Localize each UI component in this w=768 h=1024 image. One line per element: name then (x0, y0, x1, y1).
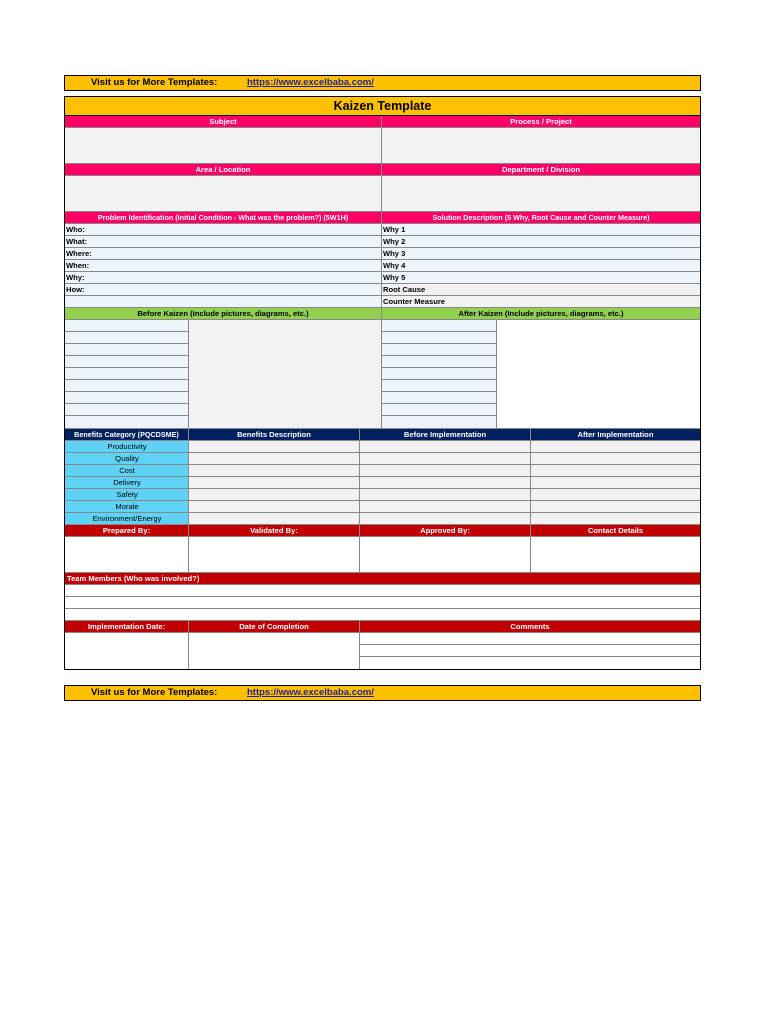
benefit-category: Environment/Energy (65, 513, 189, 525)
before-list-cell[interactable] (65, 404, 188, 416)
benefit-category: Quality (65, 453, 189, 465)
banner-link[interactable]: https://www.excelbaba.com/ (247, 687, 374, 698)
solution-row[interactable]: Why 2 (382, 236, 700, 248)
subject-header: Subject (65, 116, 382, 128)
solution-row[interactable]: Why 5 (382, 272, 700, 284)
benefit-description-cell[interactable] (189, 465, 360, 477)
benefit-description-cell[interactable] (189, 453, 360, 465)
benefits-description-header: Benefits Description (189, 429, 360, 441)
after-list-cell[interactable] (382, 404, 496, 416)
sheet-title: Kaizen Template (65, 97, 700, 116)
solution-row[interactable]: Why 1 (382, 224, 700, 236)
implementation-date-header: Implementation Date: (65, 621, 189, 633)
before-list-cell[interactable] (65, 332, 188, 344)
banner-label: Visit us for More Templates: (91, 77, 218, 88)
subject-field[interactable] (65, 128, 382, 164)
benefit-category: Safety (65, 489, 189, 501)
benefit-category: Cost (65, 465, 189, 477)
implementation-date-field[interactable] (65, 633, 189, 669)
solution-header: Solution Description (5 Why, Root Cause and Counter Measure) (382, 212, 700, 224)
benefit-description-cell[interactable] (189, 501, 360, 513)
solution-row[interactable]: Why 3 (382, 248, 700, 260)
team-member-row[interactable] (65, 597, 700, 609)
validated-by-field[interactable] (189, 537, 360, 573)
after-list-cell[interactable] (382, 344, 496, 356)
after-impl-cell[interactable] (531, 501, 700, 513)
before-impl-cell[interactable] (360, 465, 531, 477)
benefit-category: Delivery (65, 477, 189, 489)
approved-by-field[interactable] (360, 537, 531, 573)
benefits-category-header: Benefits Category (PQCDSME) (65, 429, 189, 441)
solution-row[interactable]: Why 4 (382, 260, 700, 272)
problem-row[interactable]: What: (65, 236, 381, 248)
benefit-description-cell[interactable] (189, 477, 360, 489)
after-list-cell[interactable] (382, 380, 496, 392)
before-impl-cell[interactable] (360, 513, 531, 525)
problem-header: Problem Identification (Initial Condition - What was the problem?) (5W1H) (65, 212, 382, 224)
team-member-row[interactable] (65, 609, 700, 621)
kaizen-sheet (64, 96, 701, 670)
counter-measure-row[interactable]: Counter Measure (382, 296, 700, 308)
comment-row[interactable] (360, 633, 700, 645)
process-header: Process / Project (382, 116, 700, 128)
after-impl-cell[interactable] (531, 453, 700, 465)
after-list-cell[interactable] (382, 356, 496, 368)
before-impl-cell[interactable] (360, 489, 531, 501)
benefit-description-cell[interactable] (189, 441, 360, 453)
before-list-cell[interactable] (65, 416, 188, 428)
problem-row[interactable]: Who: (65, 224, 381, 236)
before-list-cell[interactable] (65, 356, 188, 368)
top-banner (64, 75, 701, 91)
prepared-by-field[interactable] (65, 537, 189, 573)
after-implementation-header: After Implementation (531, 429, 700, 441)
before-impl-cell[interactable] (360, 477, 531, 489)
after-impl-cell[interactable] (531, 441, 700, 453)
benefit-description-cell[interactable] (189, 489, 360, 501)
before-impl-cell[interactable] (360, 501, 531, 513)
before-list-cell[interactable] (65, 380, 188, 392)
after-impl-cell[interactable] (531, 489, 700, 501)
before-list-cell[interactable] (65, 344, 188, 356)
comment-row[interactable] (360, 657, 700, 669)
problem-row[interactable]: When: (65, 260, 381, 272)
bottom-banner (64, 685, 701, 701)
benefit-category: Productivity (65, 441, 189, 453)
before-implementation-header: Before Implementation (360, 429, 531, 441)
banner-label: Visit us for More Templates: (91, 687, 218, 698)
area-header: Area / Location (65, 164, 382, 176)
team-member-row[interactable] (65, 585, 700, 597)
benefit-description-cell[interactable] (189, 513, 360, 525)
before-impl-cell[interactable] (360, 453, 531, 465)
team-members-header: Team Members (Who was involved?) (65, 573, 700, 585)
after-kaizen-picture-area[interactable] (497, 320, 700, 428)
after-list-cell[interactable] (382, 368, 496, 380)
problem-row[interactable]: Why: (65, 272, 381, 284)
root-cause-row[interactable]: Root Cause (382, 284, 700, 296)
before-list-cell[interactable] (65, 368, 188, 380)
after-list-cell[interactable] (382, 332, 496, 344)
problem-row[interactable]: How: (65, 284, 381, 296)
department-field[interactable] (382, 176, 700, 212)
completion-date-field[interactable] (189, 633, 360, 669)
after-kaizen-header: After Kaizen (Include pictures, diagrams, etc.) (382, 308, 700, 320)
problem-row-blank[interactable] (65, 296, 381, 308)
area-field[interactable] (65, 176, 382, 212)
approved-by-header: Approved By: (360, 525, 531, 537)
after-impl-cell[interactable] (531, 513, 700, 525)
validated-by-header: Validated By: (189, 525, 360, 537)
banner-link[interactable]: https://www.excelbaba.com/ (247, 77, 374, 88)
department-header: Department / Division (382, 164, 700, 176)
before-list-cell[interactable] (65, 320, 188, 332)
completion-date-header: Date of Completion (189, 621, 360, 633)
contact-details-field[interactable] (531, 537, 700, 573)
process-field[interactable] (382, 128, 700, 164)
before-impl-cell[interactable] (360, 441, 531, 453)
comment-row[interactable] (360, 645, 700, 657)
contact-details-header: Contact Details (531, 525, 700, 537)
after-impl-cell[interactable] (531, 477, 700, 489)
comments-header: Comments (360, 621, 700, 633)
after-list-cell[interactable] (382, 320, 496, 332)
before-kaizen-header: Before Kaizen (Include pictures, diagrams, etc.) (65, 308, 382, 320)
before-kaizen-picture-area[interactable] (189, 320, 381, 428)
prepared-by-header: Prepared By: (65, 525, 189, 537)
problem-row[interactable]: Where: (65, 248, 381, 260)
after-list-cell[interactable] (382, 416, 496, 428)
before-list-cell[interactable] (65, 392, 188, 404)
after-impl-cell[interactable] (531, 465, 700, 477)
benefit-category: Morale (65, 501, 189, 513)
after-list-cell[interactable] (382, 392, 496, 404)
